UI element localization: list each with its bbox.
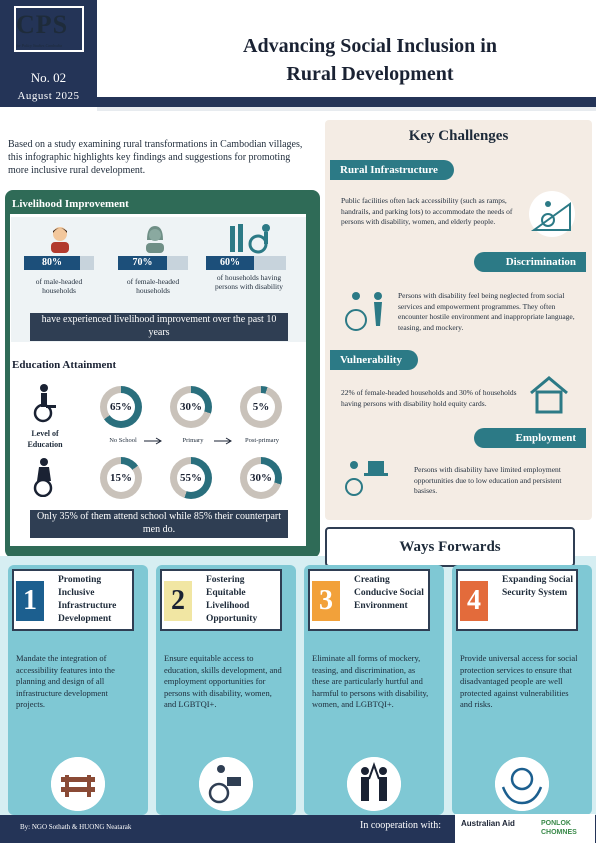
- infrastructure-bridge-icon: [51, 757, 105, 811]
- way-text-1: Mandate the integration of accessibility features into the planning and design of all infrastructure development projects.: [16, 653, 115, 709]
- ramp-wheelchair-icon: [528, 190, 576, 238]
- house-icon: [528, 375, 570, 415]
- intro-text: Based on a study examining rural transformations in Cambodian villages, this infographic highlights key findings and suggestions for promoting more inclusive rural development.: [8, 139, 303, 176]
- arrow-icon: [214, 437, 234, 445]
- cps-logo: [14, 6, 84, 52]
- issue-number: No. 02: [30, 70, 67, 85]
- tag-rural-infrastructure: Rural Infrastructure: [330, 160, 454, 180]
- tag-vulnerability: Vulnerability: [330, 350, 418, 370]
- key-challenges-heading: Key Challenges: [408, 128, 509, 144]
- way-title-1: Promoting Inclusive Infrastructure Development: [58, 575, 117, 624]
- female-head-icon: [143, 225, 167, 253]
- way-card-1: [8, 565, 148, 815]
- title-line-2: Rural Development: [286, 63, 454, 85]
- way-card-3-header: [308, 569, 430, 631]
- tag-discrimination: Discrimination: [474, 252, 586, 272]
- level-post-primary: Post-primary: [245, 437, 279, 444]
- edu-value: 30%: [247, 464, 275, 492]
- tag-employment: Employment: [474, 428, 586, 448]
- male-headed-bar: [24, 256, 94, 270]
- arrow-icon: [144, 437, 164, 445]
- level-no-school: No School: [109, 437, 137, 444]
- male-headed-percent: 80%: [24, 256, 80, 270]
- high-five-people-icon: [347, 757, 401, 811]
- challenge-text-infrastructure: Public facilities often lack accessibility (such as ramps, handrails, and parking lots) to accommodate the needs of persons with disability, women, and elderly people.: [341, 196, 513, 226]
- disability-household-bar: [206, 256, 286, 270]
- way-card-2: [156, 565, 296, 815]
- livelihood-heading: Livelihood Improvement: [12, 198, 129, 210]
- way-text-3: Eliminate all forms of mockery, teasing, and discrimination, as these are particularly hurtful and harmful to persons with disability, women, and LGBTQI+.: [312, 653, 429, 709]
- social-protection-hands-icon: [495, 757, 549, 811]
- issue-date: August 2025: [17, 90, 80, 102]
- way-card-4: [452, 565, 592, 815]
- edu-value: 5%: [247, 393, 275, 421]
- livelihood-banner: have experienced livelihood improvement over the past 10 years: [30, 313, 288, 341]
- logo-subtext: for Policy Studies Cambodia: [16, 43, 63, 48]
- way-text-2: Ensure equitable access to education, skills development, and employment opportunities for persons with disability, women, and LGBTQI+.: [164, 653, 282, 709]
- challenge-text-vulnerability: 22% of female-headed households and 30% of households having persons with disability hold equity cards.: [341, 388, 517, 408]
- level-primary: Primary: [182, 437, 204, 444]
- edu-donut-row2-post-primary: [240, 457, 282, 499]
- way-title-2: Fostering Equitable Livelihood Opportunity: [206, 575, 258, 624]
- edu-value: 15%: [107, 464, 135, 492]
- way-number-1: 1: [16, 581, 44, 621]
- page-title: [150, 32, 590, 88]
- edu-donut-row2-primary: [170, 457, 212, 499]
- way-title-4: Expanding Social Security System: [502, 575, 574, 598]
- male-head-icon: [48, 225, 72, 253]
- way-number-4: 4: [460, 581, 488, 621]
- edu-value: 65%: [107, 393, 135, 421]
- work-desk-icon: [342, 455, 390, 497]
- disability-household-percent: 60%: [206, 256, 254, 270]
- wheelchair-woman-icon: [30, 457, 60, 497]
- way-text-4: Provide universal access for social protection services to ensure that disadvantaged people are well protected against vulnerabilities and risks.: [460, 653, 578, 709]
- edu-value: 55%: [177, 464, 205, 492]
- partner-logos: [455, 814, 595, 843]
- edu-value: 30%: [177, 393, 205, 421]
- way-title-3: Creating Conducive Social Environment: [354, 575, 424, 611]
- authors-credit: By: NGO Sothath & HUONG Neatarak: [20, 823, 132, 831]
- disability-household-label: of households having persons with disability: [215, 273, 283, 291]
- disability-household-icon: [228, 222, 276, 254]
- header-rule-light: [97, 107, 596, 111]
- way-card-3: [304, 565, 444, 815]
- way-card-4-header: [456, 569, 578, 631]
- discrimination-icon: [338, 286, 390, 338]
- female-headed-percent: 70%: [118, 256, 167, 270]
- ways-forward-heading: Ways Forwards: [325, 527, 575, 567]
- edu-donut-row2-no-school: [100, 457, 142, 499]
- male-headed-label: of male-headed households: [35, 277, 83, 295]
- challenge-text-discrimination: Persons with disability feel being neglected from social services and empowerment programmes. They often encounter hostile environment and inappropriate language, teasing, and mockery.: [398, 291, 575, 332]
- education-heading: Education Attainment: [12, 359, 117, 371]
- edu-donut-row1-post-primary: [240, 386, 282, 428]
- female-headed-label: of female-headed households: [126, 277, 180, 295]
- way-number-2: 2: [164, 581, 192, 621]
- way-card-2-header: [160, 569, 282, 631]
- title-line-1: Advancing Social Inclusion in: [243, 35, 497, 57]
- level-of-education-label: Level of Education: [27, 429, 63, 449]
- logo-text: CPS: [16, 10, 69, 39]
- cooperation-label: In cooperation with:: [360, 820, 442, 831]
- female-headed-bar: [118, 256, 188, 270]
- australian-aid-logo: Australian Aid: [461, 819, 515, 828]
- education-banner: Only 35% of them attend school while 85% their counterpart men do.: [30, 510, 288, 538]
- wheelchair-person-icon: [30, 383, 60, 423]
- challenge-text-employment: Persons with disability have limited employment opportunities due to low education and persistent basises.: [414, 465, 562, 495]
- ponlok-chomnes-logo: PONLOK CHOMNES: [541, 820, 577, 836]
- header-rule: [97, 97, 596, 107]
- way-card-1-header: [12, 569, 134, 631]
- wheelchair-laptop-icon: [199, 757, 253, 811]
- way-number-3: 3: [312, 581, 340, 621]
- edu-donut-row1-no-school: [100, 386, 142, 428]
- edu-donut-row1-primary: [170, 386, 212, 428]
